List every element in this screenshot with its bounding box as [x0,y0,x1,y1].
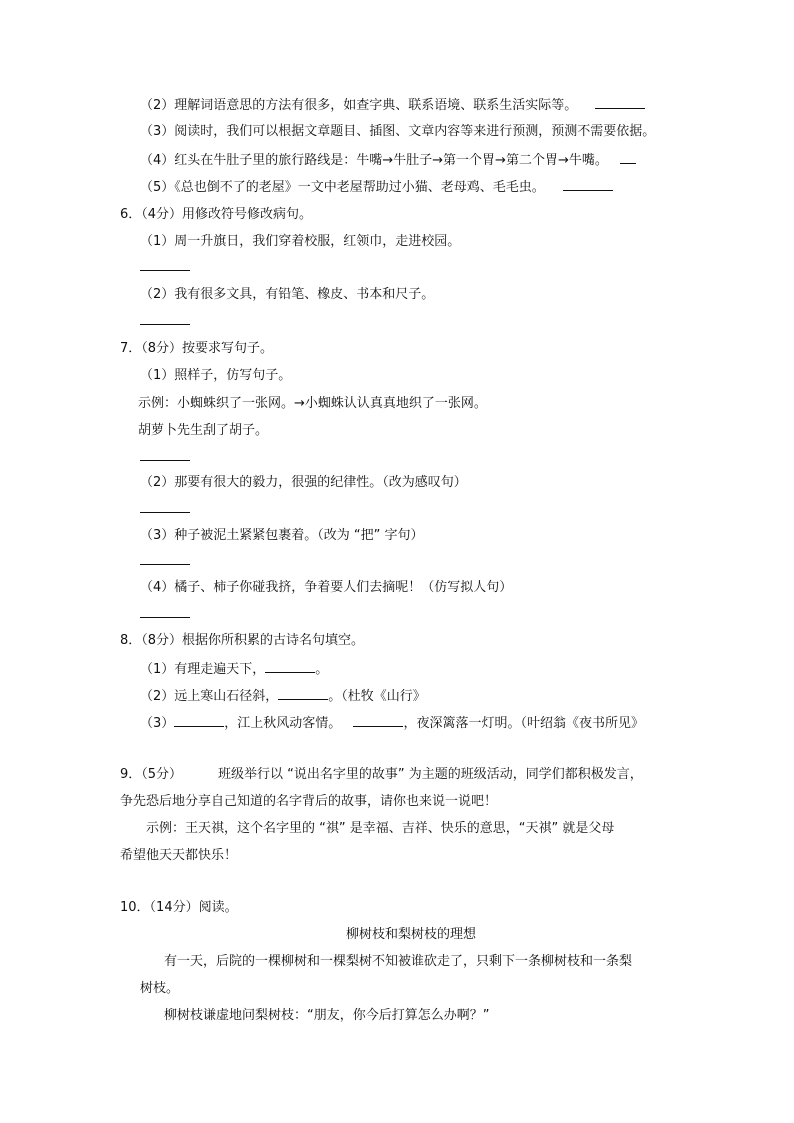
poem-blank[interactable] [353,714,403,727]
q9-line-1: 9．（5分） 班级举行以 “说出名字里的故事” 为主题的班级活动，同学们都积极发言， [120,767,643,782]
judgment-text: （5）《总也倒不了的老屋》一文中老屋帮助过小猫、老母鸡、毛毛虫。 [140,180,545,195]
q9-label: 9．（5分） [120,767,183,782]
judgment-item-5 [140,178,613,197]
judgment-text: （2）理解词语意思的方法有很多，如查字典、联系语境、联系生活实际等。 [140,98,578,113]
passage-p1-line-1: 有一天，后院的一棵柳树和一棵梨树不知被谁砍走了，只剩下一条柳树枝和一条梨 [164,954,633,969]
judgment-text: （4）红头在牛肚子里的旅行路线是：牛嘴→牛肚子→第一个胃→第二个胃→牛嘴。 [140,153,608,168]
q9-line-2: 争先恐后地分享自己知道的名字背后的故事，请你也来说一说吧！ [120,794,498,809]
q7-sub-2: （2）那要有很大的毅力，很强的纪律性。（改为感叹句） [140,475,467,490]
q6-item-2: （2）我有很多文具，有铅笔、橡皮、书本和尺子。 [140,287,435,302]
q6-heading: 6．（4分）用修改符号修改病句。 [120,207,313,222]
judgment-text: （3）阅读时，我们可以根据文章题目、插图、文章内容等来进行预测，预测不需要依据。 [140,124,656,139]
q9-line-3: 示例：王天祺，这个名字里的 “祺” 是幸福、吉祥、快乐的意思，“天祺” 就是父母 [146,821,615,836]
q8-line-2: （2）远上寒山石径斜， 。（杜牧《山行》 [140,689,426,704]
q7-example: 示例：小蜘蛛织了一张网。→小蜘蛛认认真真地织了一张网。 [138,396,487,411]
poem-blank[interactable] [265,660,315,673]
q7-answer-1[interactable] [140,448,190,467]
answer-blank[interactable] [563,178,613,191]
judgment-item-3 [140,123,655,141]
q6-item-1: （1）周一升旗日，我们穿着校服，红领巾，走进校园。 [140,234,461,249]
q10-heading: 10．（14分）阅读。 [120,900,238,915]
q8-line-3: （3） ，江上秋风动客情。 ，夜深篱落一灯明。（叶绍翁《夜书所见》 [140,716,644,731]
q7-sub-1: （1）照样子，仿写句子。 [140,368,292,383]
q7-sub-3: （3）种子被泥土紧紧包裹着。（改为 “把” 字句） [140,528,424,543]
passage-p2: 柳树枝谦虚地问梨树枝：“朋友，你今后打算怎么办啊？” [164,1008,490,1023]
q7-sentence: 胡萝卜先生刮了胡子。 [138,423,269,438]
q7-sub-4: （4）橘子、柿子你碰我挤，争着要人们去摘呢！（仿写拟人句） [140,580,513,595]
poem-blank[interactable] [174,714,224,727]
q7-answer-2[interactable] [140,500,190,519]
judgment-item-2 [140,96,645,115]
passage-p1-line-2: 树枝。 [140,981,180,996]
q9-line-4: 希望他天天都快乐！ [120,848,238,863]
judgment-item-4 [140,151,636,170]
answer-blank[interactable] [595,96,645,109]
q7-heading: 7．（8分）按要求写句子。 [120,341,274,356]
poem-blank[interactable] [278,687,328,700]
q8-heading: 8．（8分）根据你所积累的古诗名句填空。 [120,633,365,648]
q6-answer-1[interactable] [140,258,190,277]
q7-answer-3[interactable] [140,552,190,571]
q7-answer-4[interactable] [140,605,190,624]
q6-answer-2[interactable] [140,312,190,331]
answer-blank[interactable] [620,151,636,164]
q8-line-1: （1）有理走遍天下， 。 [140,662,329,677]
passage-title: 柳树枝和梨树枝的理想 [345,927,476,942]
